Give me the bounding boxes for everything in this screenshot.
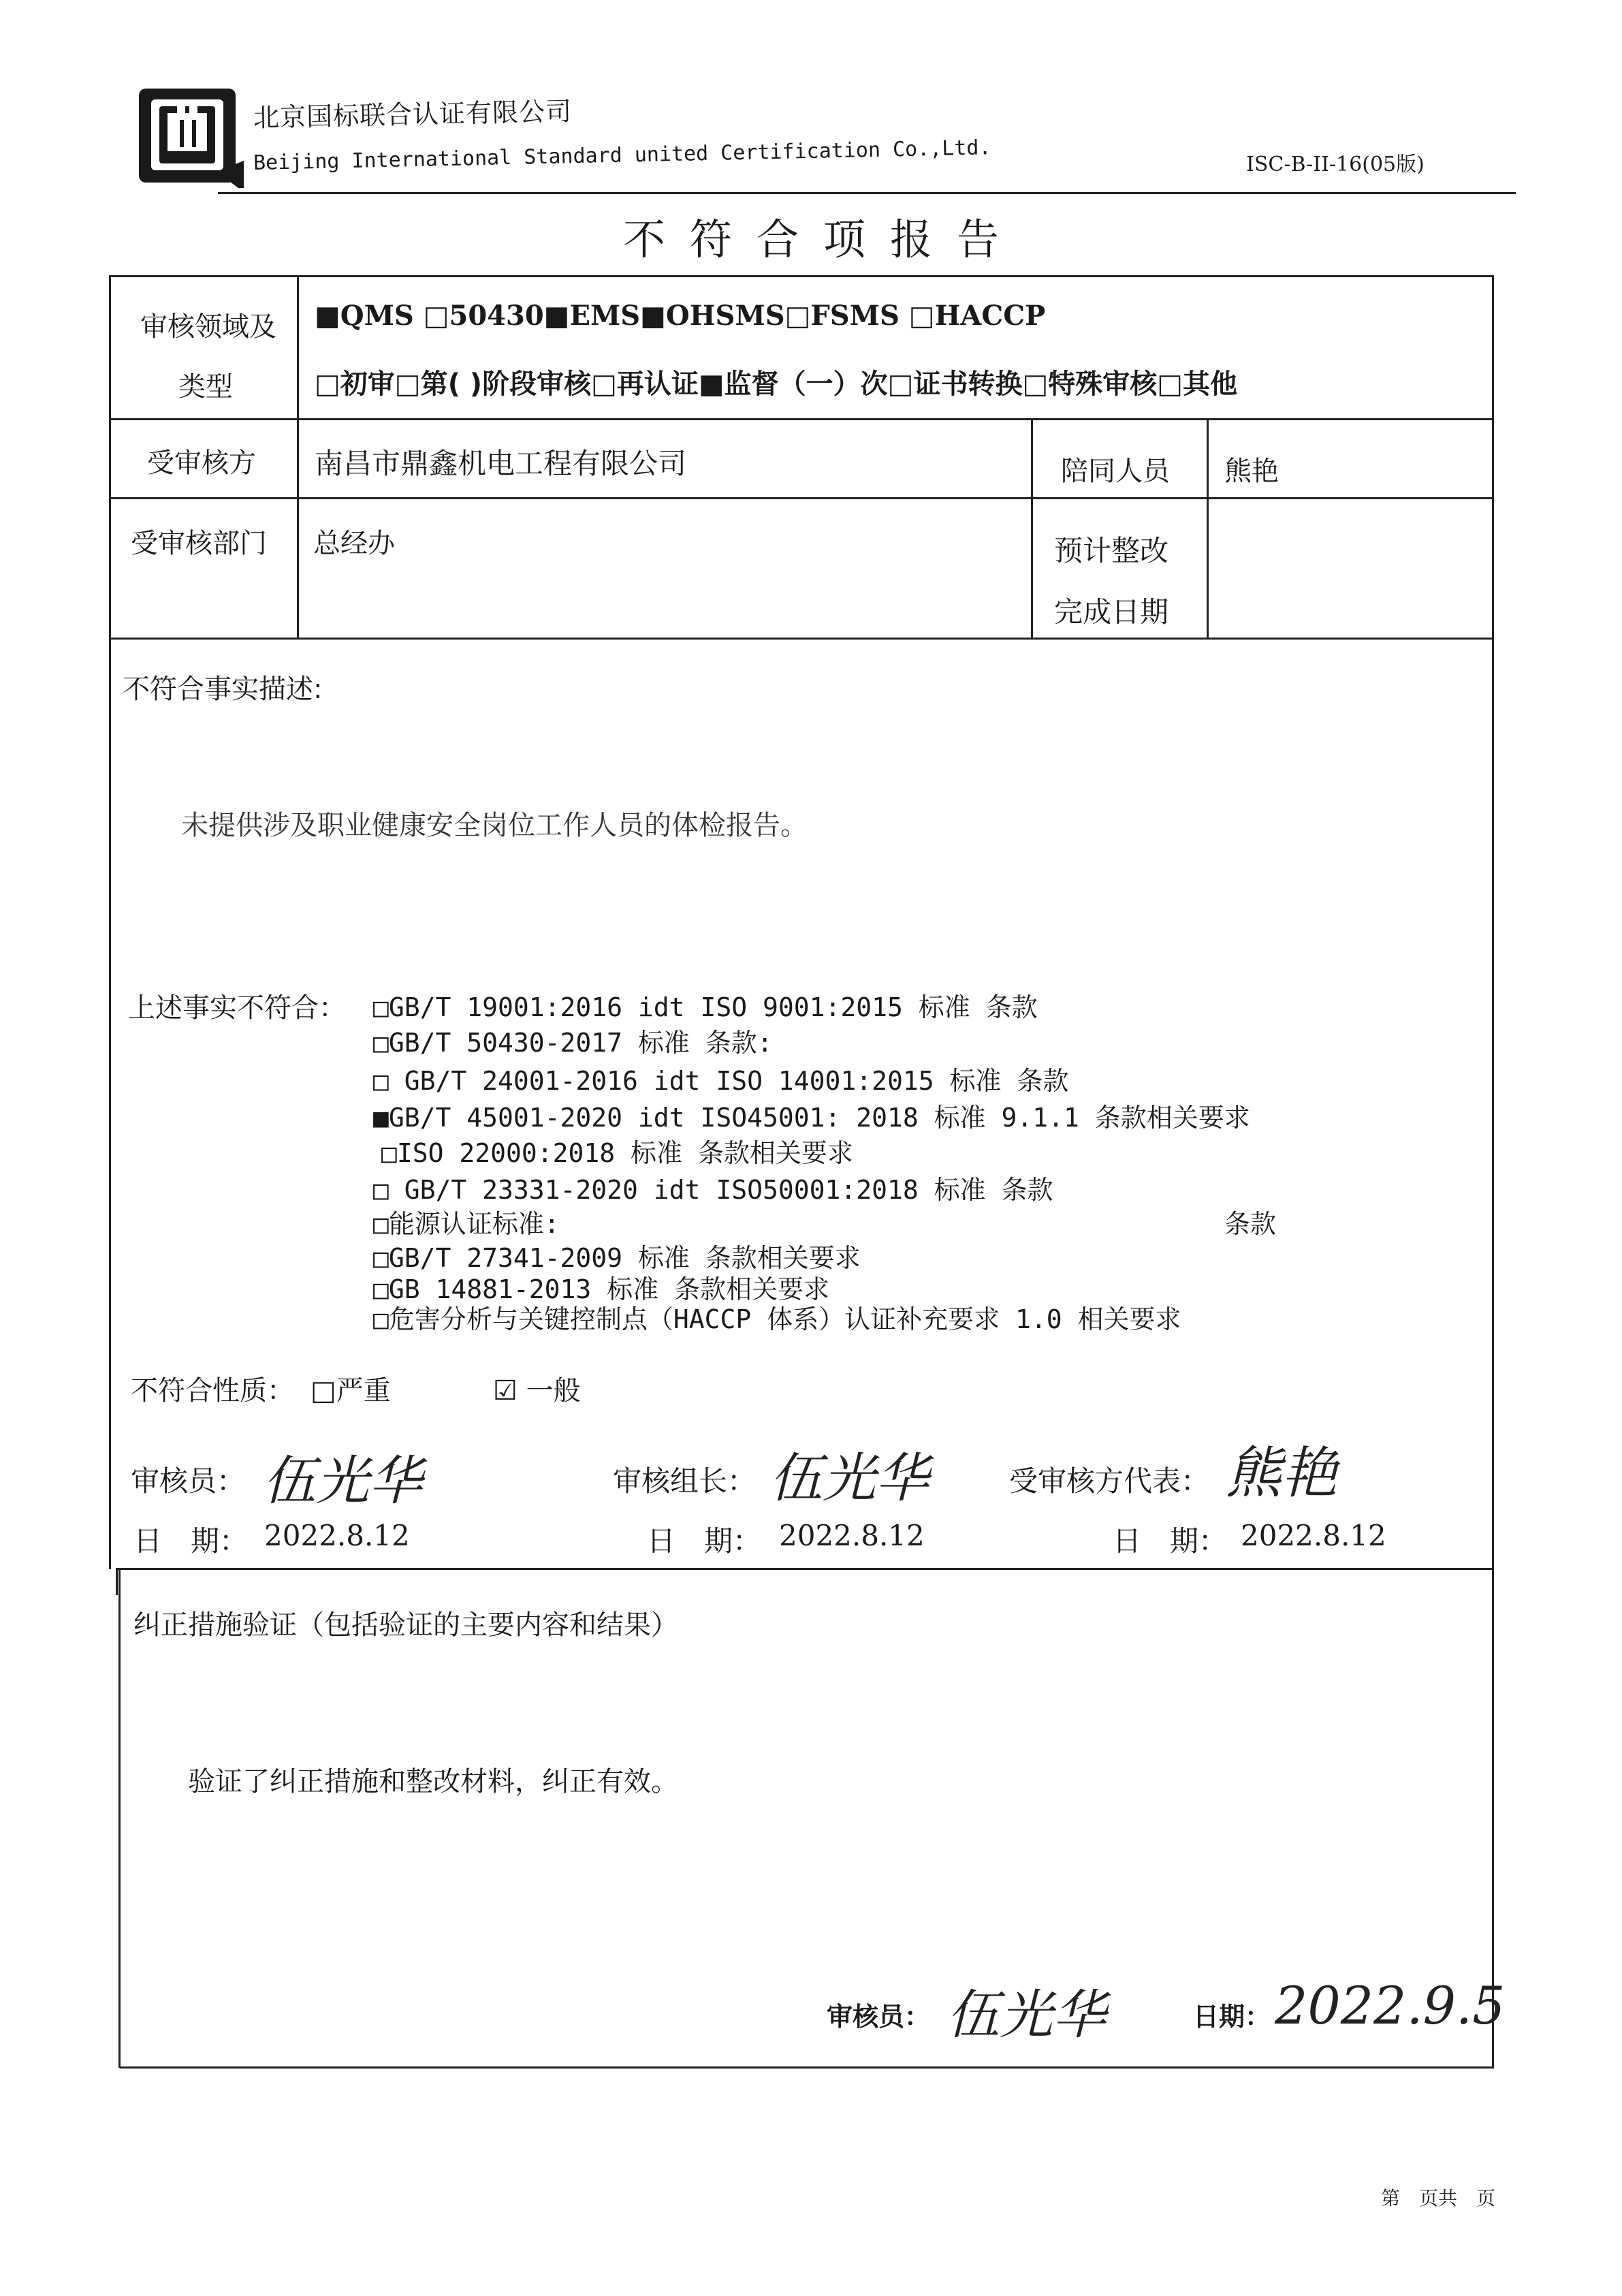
escort-name: 熊艳 [1224,456,1279,487]
standard-line-4: ■GB/T 45001-2020 idt ISO45001: 2018 标准 9.1.1 条款相关要求 [373,1103,1250,1133]
page-number: 第 页共 页 [1381,2187,1496,2209]
verification-heading: 纠正措施验证（包括验证的主要内容和结果） [133,1609,678,1641]
verifier-label: 审核员： [827,2002,931,2032]
auditor-date: 2022.8.12 [264,1519,410,1552]
auditor-signature: 伍光华 [263,1451,423,1512]
company-name-en: Beijing International Standard united Certification Co.,Ltd. [253,136,991,175]
audit-stages: □初审□第( )阶段审核□再认证■监督（一）次□证书转换□特殊审核□其他 [315,368,1238,400]
rep-signature: 熊艳 [1226,1441,1337,1506]
due-date-label-1: 预计整改 [1054,534,1169,567]
standard-line-2: □GB/T 50430-2017 标准 条款: [373,1028,773,1058]
auditor-date-label: 日 期： [133,1524,249,1558]
header-rule [218,192,1516,194]
verification-result: 验证了纠正措施和整改材料，纠正有效。 [188,1766,678,1797]
nonconformity-description: 未提供涉及职业健康安全岗位工作人员的体检报告。 [181,810,808,841]
standard-line-9: □GB 14881-2013 标准 条款相关要求 [373,1274,830,1304]
standard-line-8: □GB/T 27341-2009 标准 条款相关要求 [373,1243,861,1273]
standard-line-5: □ISO 22000:2018 标准 条款相关要求 [381,1138,853,1168]
nature-general: ☑ 一般 [493,1375,581,1406]
nature-label: 不符合性质： [131,1375,294,1406]
verifier-signature: 伍光华 [947,1985,1107,2046]
standards-lead: 上述事实不符合： [128,992,346,1024]
leader-label: 审核组长： [613,1464,757,1498]
energy-clause: 条款 [1224,1209,1277,1239]
verification-date: 2022.9.5 [1275,1975,1506,2036]
rep-label: 受审核方代表： [1009,1464,1210,1498]
nature-serious: □严重 [311,1375,391,1406]
leader-date-label: 日 期： [647,1524,762,1558]
leader-signature: 伍光华 [769,1448,929,1509]
audit-area-label-1: 审核领域及 [140,311,276,343]
standard-line-10: □危害分析与关键控制点（HACCP 体系）认证补充要求 1.0 相关要求 [373,1304,1181,1334]
leader-date: 2022.8.12 [779,1519,925,1552]
company-name-cn: 北京国标联合认证有限公司 [253,96,573,133]
standard-line-7: □能源认证标准: [373,1209,560,1239]
rep-date: 2022.8.12 [1241,1519,1386,1552]
report-title: 不符合项报告 [622,215,1023,264]
due-date-label-2: 完成日期 [1054,595,1169,629]
audit-area-label-2: 类型 [178,371,233,403]
auditee-name: 南昌市鼎鑫机电工程有限公司 [315,447,687,480]
escort-label: 陪同人员 [1061,456,1170,487]
management-systems: ■QMS □50430■EMS■OHSMS□FSMS □HACCP [315,300,1046,332]
company-logo [136,86,244,188]
rep-date-label: 日 期： [1113,1524,1228,1558]
verification-date-label: 日期： [1193,2002,1271,2032]
standard-line-1: □GB/T 19001:2016 idt ISO 9001:2015 标准 条款 [373,992,1038,1022]
department-name: 总经办 [313,528,395,559]
nonconformity-heading: 不符合事实描述: [123,674,323,705]
document-code: ISC-B-II-16(05版) [1246,153,1425,176]
standard-line-6: □ GB/T 23331-2020 idt ISO50001:2018 标准 条款 [373,1175,1053,1205]
department-label: 受审核部门 [131,528,267,559]
standard-line-3: □ GB/T 24001-2016 idt ISO 14001:2015 标准 条款 [373,1066,1069,1096]
auditor-label: 审核员： [131,1464,246,1498]
auditee-label: 受审核方 [147,447,256,479]
